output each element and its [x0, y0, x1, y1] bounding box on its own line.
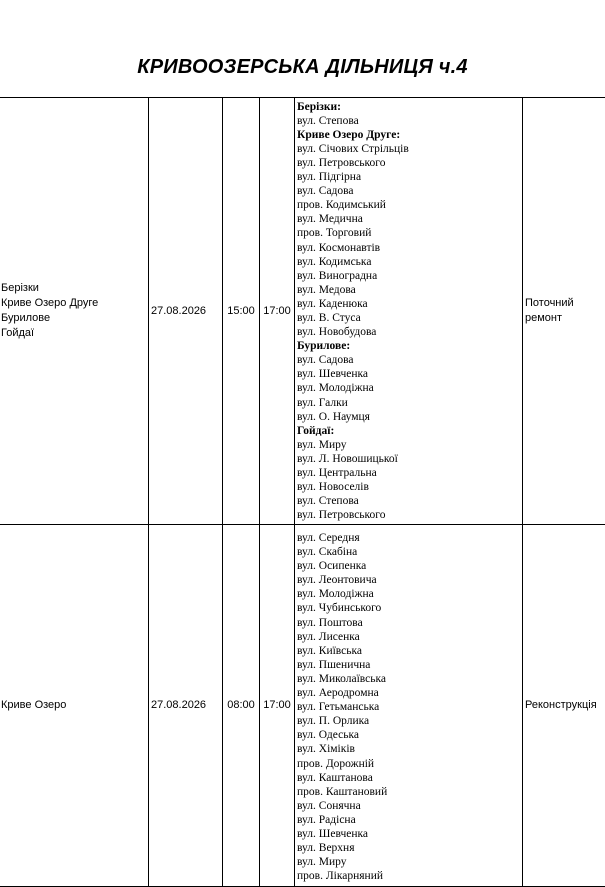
street-name: вул. Петровського [297, 156, 520, 170]
streets-cell [295, 98, 523, 525]
street-name: пров. Торговий [297, 226, 520, 240]
end-time-cell: 17:00 [260, 525, 295, 887]
street-name: пров. Каштановий [297, 785, 520, 799]
street-name: вул. Новоселів [297, 480, 520, 494]
street-name: вул. Підгірна [297, 170, 520, 184]
settlement-name: Берізки [1, 281, 146, 296]
settlements-cell [0, 98, 149, 525]
settlements-cell [0, 525, 149, 887]
street-name: вул. Петровського [297, 508, 520, 522]
end-time-cell: 17:00 [260, 98, 295, 525]
street-name: вул. Галки [297, 396, 520, 410]
work-type: ремонт [525, 311, 605, 326]
street-name: вул. Радісна [297, 813, 520, 827]
street-name: вул. Осипенка [297, 559, 520, 573]
street-name: вул. Шевченка [297, 367, 520, 381]
street-name: вул. Шевченка [297, 827, 520, 841]
street-name: вул. Кодимська [297, 255, 520, 269]
street-name: вул. Скабіна [297, 545, 520, 559]
table-row [0, 98, 605, 525]
work-type: Поточний [525, 296, 605, 311]
street-name: вул. Степова [297, 494, 520, 508]
work-type-cell [523, 98, 605, 525]
street-name: вул. Садова [297, 353, 520, 367]
date-cell: 27.08.2026 [149, 525, 223, 887]
street-name: пров. Лікарняний [297, 869, 520, 883]
date-cell: 27.08.2026 [149, 98, 223, 525]
streets-cell [295, 525, 523, 887]
street-name: вул. Аеродромна [297, 686, 520, 700]
street-name: вул. Київська [297, 644, 520, 658]
street-name: вул. Миколаївська [297, 672, 520, 686]
street-name: вул. Миру [297, 855, 520, 869]
street-name: вул. Поштова [297, 616, 520, 630]
street-name: вул. О. Наумця [297, 410, 520, 424]
settlement-name: Криве Озеро Друге [1, 296, 146, 311]
settlement-heading: Бурилове: [297, 339, 520, 353]
street-name: вул. Молодіжна [297, 587, 520, 601]
street-name: вул. Хіміків [297, 742, 520, 756]
street-name: вул. Молодіжна [297, 381, 520, 395]
street-name: вул. Січових Стрільців [297, 142, 520, 156]
street-name: вул. П. Орлика [297, 714, 520, 728]
street-name: вул. В. Стуса [297, 311, 520, 325]
street-name: вул. Медова [297, 283, 520, 297]
settlement-heading: Гойдаї: [297, 424, 520, 438]
street-name: вул. Миру [297, 438, 520, 452]
street-name: вул. Пшенична [297, 658, 520, 672]
streets-list [297, 100, 520, 523]
settlement-heading: Криве Озеро Друге: [297, 128, 520, 142]
settlement-heading: Берізки: [297, 100, 520, 114]
street-name: вул. Каштанова [297, 771, 520, 785]
street-name: вул. Л. Новошицької [297, 452, 520, 466]
street-name: вул. Медична [297, 212, 520, 226]
table-row [0, 525, 605, 887]
street-name: вул. Виноградна [297, 269, 520, 283]
street-name: вул. Одеська [297, 728, 520, 742]
street-name: вул. Леонтовича [297, 573, 520, 587]
street-name: вул. Лисенка [297, 630, 520, 644]
street-name: вул. Середня [297, 531, 520, 545]
street-name: вул. Чубинського [297, 601, 520, 615]
street-name: вул. Новобудова [297, 325, 520, 339]
settlement-name: Криве Озеро [1, 698, 146, 713]
street-name: вул. Верхня [297, 841, 520, 855]
start-time-cell: 08:00 [223, 525, 260, 887]
settlement-name: Бурилове [1, 311, 146, 326]
outage-schedule-table [0, 97, 605, 887]
street-name: вул. Центральна [297, 466, 520, 480]
street-name: вул. Степова [297, 114, 520, 128]
page-title: КРИВООЗЕРСЬКА ДІЛЬНИЦЯ ч.4 [0, 56, 605, 79]
settlement-name: Гойдаї [1, 326, 146, 341]
start-time-cell: 15:00 [223, 98, 260, 525]
street-name: вул. Каденюка [297, 297, 520, 311]
work-type: Реконструкція [525, 698, 605, 713]
street-name: вул. Сонячна [297, 799, 520, 813]
streets-list [297, 531, 520, 886]
street-name: вул. Космонавтів [297, 241, 520, 255]
street-name: пров. Кодимський [297, 198, 520, 212]
street-name: вул. Гетьманська [297, 700, 520, 714]
work-type-cell [523, 525, 605, 887]
street-name: пров. Дорожній [297, 757, 520, 771]
street-name: вул. Садова [297, 184, 520, 198]
